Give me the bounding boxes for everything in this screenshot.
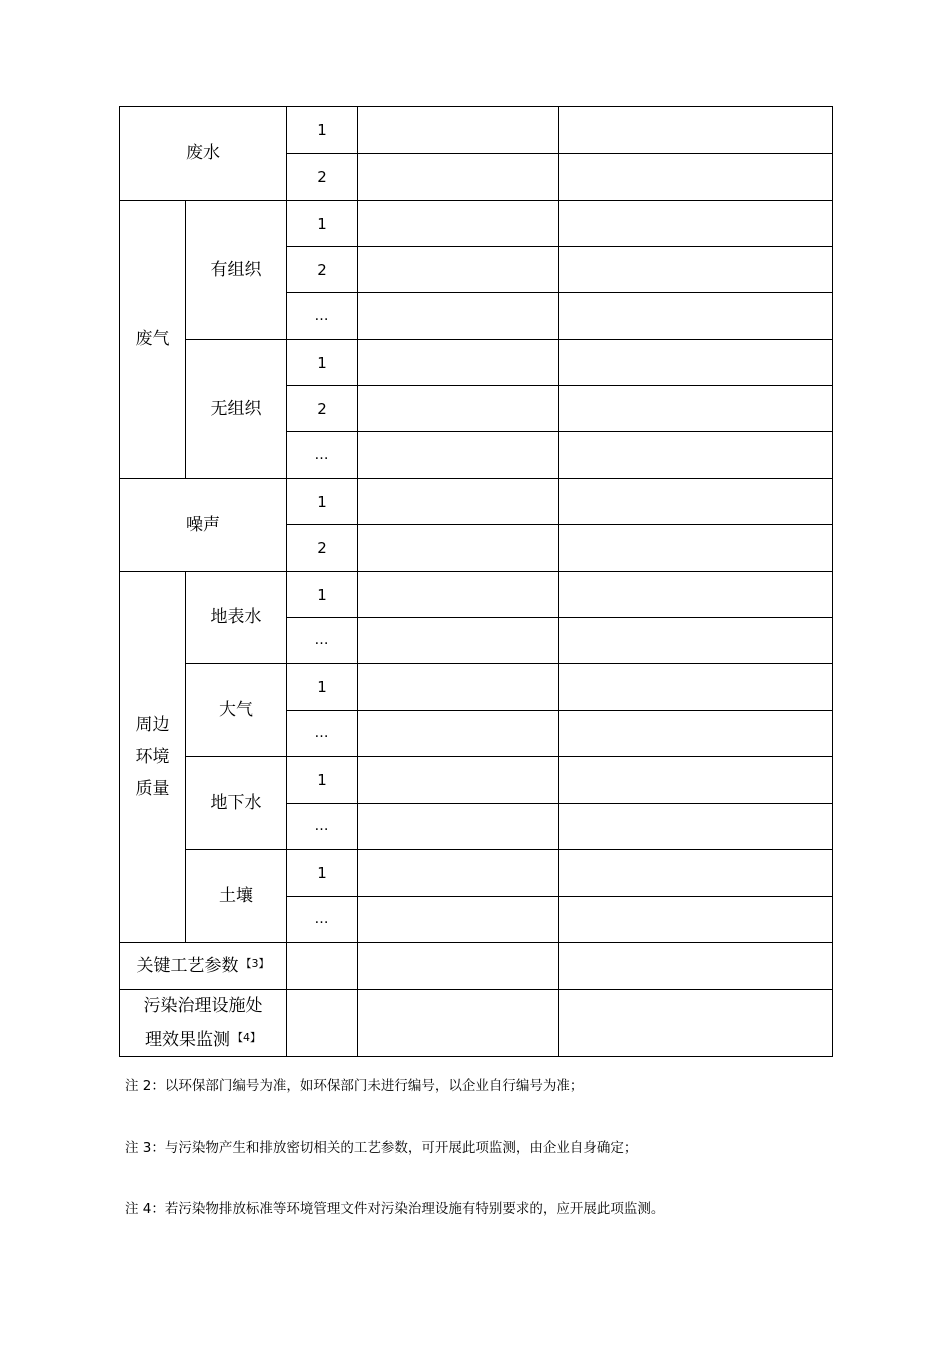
row-ellipsis: …	[287, 711, 358, 757]
table-row	[120, 479, 833, 525]
row-ellipsis: …	[287, 804, 358, 850]
subcategory-organized: 有组织	[186, 201, 287, 340]
footnote-ref: 【4】	[232, 1031, 261, 1044]
row-ellipsis: …	[287, 293, 358, 340]
empty-cell	[358, 757, 559, 804]
empty-cell	[559, 897, 833, 943]
treatment-label-line2-wrap	[120, 1022, 286, 1056]
empty-cell	[559, 990, 833, 1057]
row-number: 1	[287, 201, 358, 247]
row-ellipsis: …	[287, 618, 358, 664]
footnote-3: 注 3：与污染物产生和排放密切相关的工艺参数，可开展此项监测，由企业自身确定；	[125, 1140, 638, 1156]
empty-cell	[358, 572, 559, 618]
table-row	[120, 107, 833, 154]
empty-cell	[358, 432, 559, 479]
category-wastewater: 废水	[120, 107, 287, 201]
table-row	[120, 990, 833, 1057]
empty-cell	[559, 386, 833, 432]
empty-cell	[358, 850, 559, 897]
row-number: 1	[287, 850, 358, 897]
empty-cell	[358, 618, 559, 664]
row-number: 2	[287, 525, 358, 572]
empty-cell	[559, 432, 833, 479]
row-number: 2	[287, 247, 358, 293]
row-number: 2	[287, 386, 358, 432]
subcategory-surface-water: 地表水	[186, 572, 287, 664]
empty-cell	[358, 386, 559, 432]
empty-cell	[287, 990, 358, 1057]
row-number: 1	[287, 107, 358, 154]
empty-cell	[358, 107, 559, 154]
subcategory-unorganized: 无组织	[186, 340, 287, 479]
empty-cell	[559, 479, 833, 525]
empty-cell	[559, 850, 833, 897]
monitoring-table	[119, 106, 833, 1057]
key-process-label: 关键工艺参数	[136, 955, 239, 976]
subcategory-groundwater: 地下水	[186, 757, 287, 850]
empty-cell	[559, 804, 833, 850]
category-noise: 噪声	[120, 479, 287, 572]
table-row	[120, 664, 833, 711]
empty-cell	[358, 247, 559, 293]
table-row	[120, 850, 833, 897]
row-number: 1	[287, 664, 358, 711]
subcategory-atmosphere: 大气	[186, 664, 287, 757]
empty-cell	[358, 943, 559, 990]
empty-cell	[358, 711, 559, 757]
environment-label-line: 环境	[135, 747, 170, 767]
empty-cell	[559, 525, 833, 572]
row-number: 2	[287, 154, 358, 201]
empty-cell	[559, 293, 833, 340]
table-row	[120, 201, 833, 247]
row-number: 1	[287, 479, 358, 525]
empty-cell	[559, 340, 833, 386]
empty-cell	[559, 201, 833, 247]
row-ellipsis: …	[287, 897, 358, 943]
empty-cell	[358, 154, 559, 201]
empty-cell	[358, 804, 559, 850]
footnote-ref: 【3】	[240, 956, 270, 970]
treatment-label-line2: 理效果监测	[145, 1030, 230, 1050]
empty-cell	[559, 572, 833, 618]
category-exhaust: 废气	[120, 201, 186, 479]
empty-cell	[559, 664, 833, 711]
environment-label-line: 质量	[135, 779, 170, 799]
table-row	[120, 340, 833, 386]
empty-cell	[358, 201, 559, 247]
empty-cell	[559, 757, 833, 804]
empty-cell	[358, 340, 559, 386]
empty-cell	[358, 664, 559, 711]
table-row	[120, 757, 833, 804]
empty-cell	[358, 479, 559, 525]
empty-cell	[559, 943, 833, 990]
row-number: 1	[287, 340, 358, 386]
footnote-2: 注 2：以环保部门编号为准，如环保部门未进行编号，以企业自行编号为准；	[125, 1078, 584, 1094]
treatment-label-line1: 污染治理设施处	[143, 996, 263, 1016]
footnote-4: 注 4：若污染物排放标准等环境管理文件对污染治理设施有特别要求的，应开展此项监测。	[125, 1201, 665, 1217]
empty-cell	[559, 247, 833, 293]
table-row	[120, 572, 833, 618]
empty-cell	[358, 525, 559, 572]
row-ellipsis: …	[287, 432, 358, 479]
empty-cell	[358, 990, 559, 1057]
empty-cell	[287, 943, 358, 990]
category-key-process	[120, 943, 287, 990]
category-environment	[120, 572, 186, 943]
empty-cell	[358, 897, 559, 943]
empty-cell	[559, 618, 833, 664]
category-treatment	[120, 990, 287, 1057]
row-number: 1	[287, 757, 358, 804]
table-row	[120, 943, 833, 990]
empty-cell	[559, 154, 833, 201]
empty-cell	[559, 711, 833, 757]
row-number: 1	[287, 572, 358, 618]
empty-cell	[358, 293, 559, 340]
empty-cell	[559, 107, 833, 154]
subcategory-soil: 土壤	[186, 850, 287, 943]
environment-label-line: 周边	[135, 715, 170, 735]
